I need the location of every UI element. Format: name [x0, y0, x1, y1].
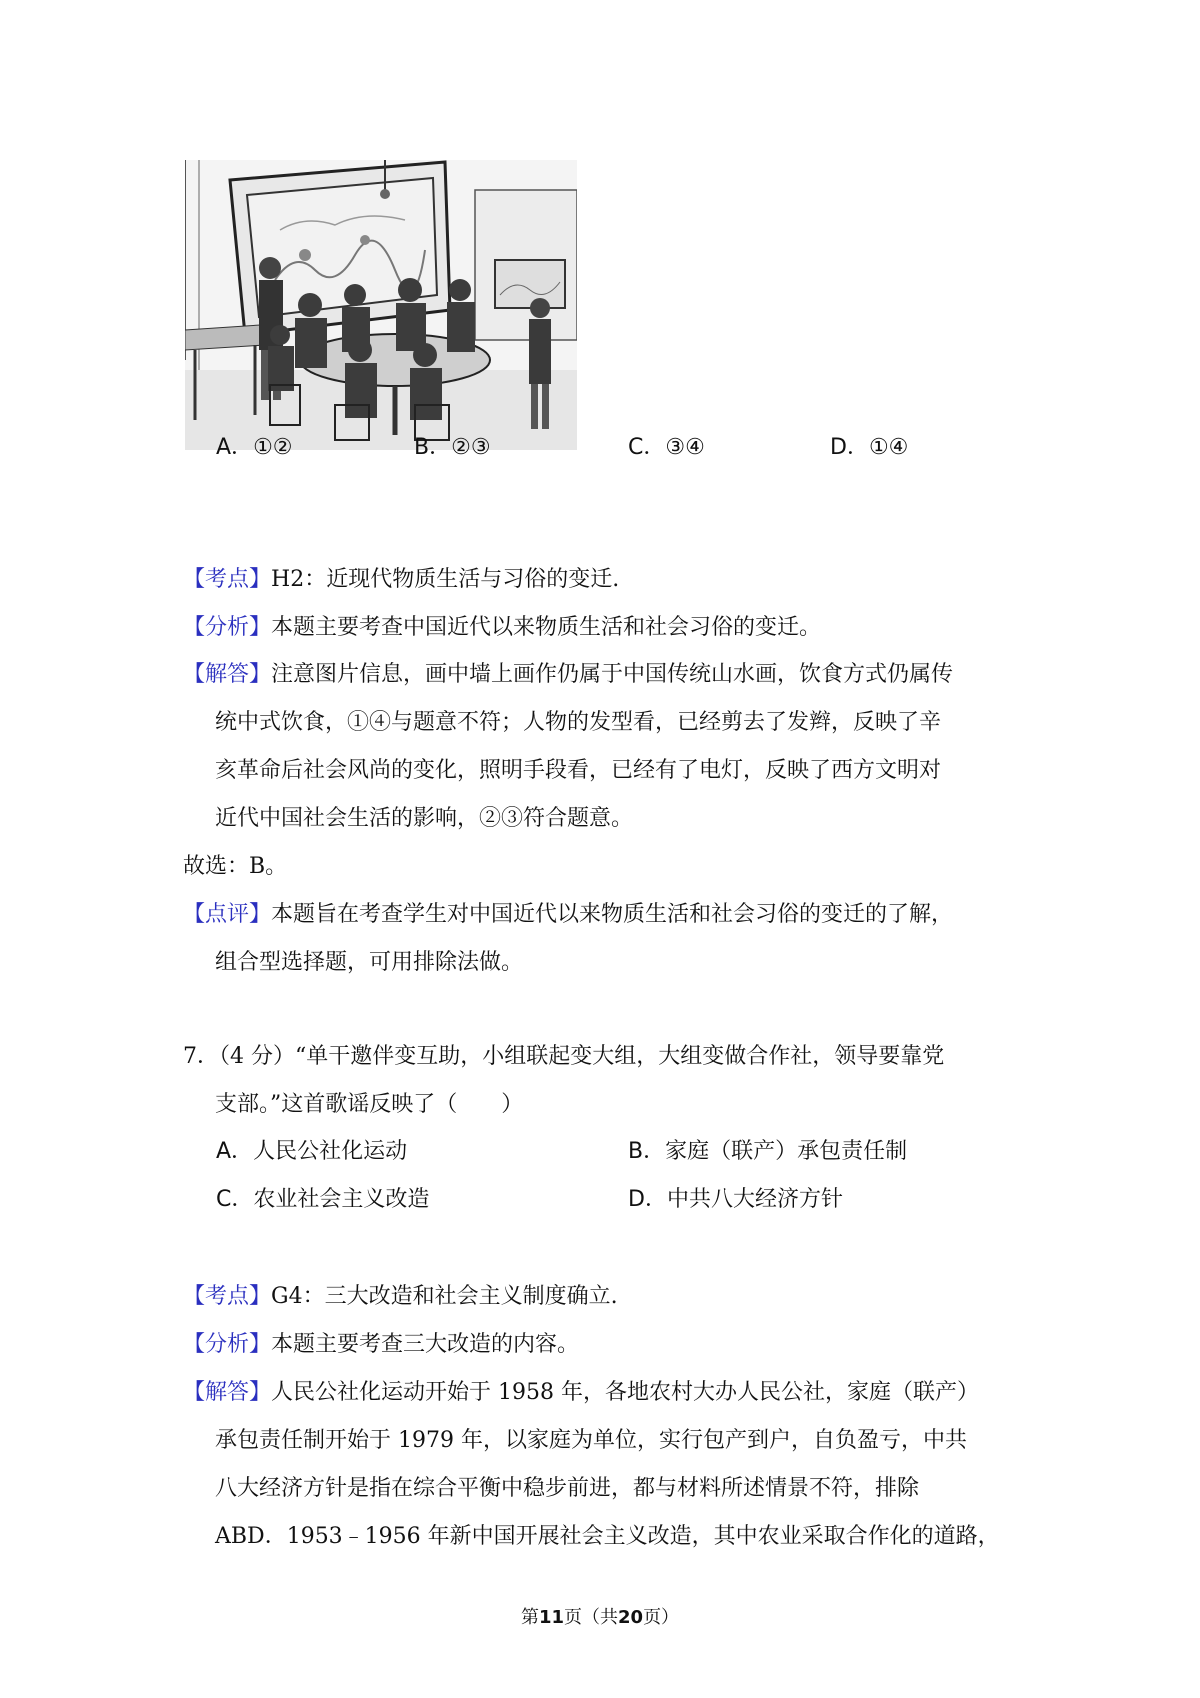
q7-jieda-line-1: 【解答】人民公社化运动开始于 1958 年，各地农村大办人民公社，家庭（联产） — [183, 1380, 979, 1405]
q6-jieda-line-4: 近代中国社会生活的影响，②③符合题意。 — [215, 806, 634, 831]
q6-jieda-line-1: 【解答】注意图片信息，画中墙上画作仍属于中国传统山水画，饮食方式仍属传 — [183, 662, 954, 687]
q7-kaodian: 【考点】G4：三大改造和社会主义制度确立. — [183, 1284, 618, 1309]
q7-option-c: C．农业社会主义改造 — [216, 1187, 430, 1212]
q6-kaodian: 【考点】H2：近现代物质生活与习俗的变迁. — [183, 567, 620, 592]
q6-option-c: C．③④ — [628, 435, 705, 460]
page-number: 11 — [538, 1607, 564, 1628]
page-footer: 第11页（共20页） — [520, 1607, 680, 1628]
q7-jieda-line-4: ABD．1953﹣1956 年新中国开展社会主义改造，其中农业采取合作化的道路， — [215, 1524, 1000, 1549]
q6-option-d: D．①④ — [830, 435, 909, 460]
q6-dianping-line-1: 【点评】本题旨在考查学生对中国近代以来物质生活和社会习俗的变迁的了解， — [183, 902, 954, 927]
q7-option-a: A．人民公社化运动 — [216, 1139, 408, 1164]
q7-option-d: D．中共八大经济方针 — [628, 1187, 843, 1212]
q6-jieda-line-2: 统中式饮食，①④与题意不符；人物的发型看，已经剪去了发辫，反映了辛 — [215, 710, 942, 735]
illustration-figure — [185, 160, 577, 450]
q7-stem-line-1: 7．（4 分）“单干邀伴变互助，小组联起变大组，大组变做合作社，领导要靠党 — [183, 1044, 945, 1069]
q6-dianping-line-2: 组合型选择题，可用排除法做。 — [215, 950, 524, 975]
q6-fenxi: 【分析】本题主要考查中国近代以来物质生活和社会习俗的变迁。 — [183, 615, 822, 640]
q6-answer: 故选：B。 — [183, 854, 288, 879]
page-total: 20 — [618, 1607, 644, 1628]
q6-option-b: B．②③ — [414, 435, 491, 460]
q7-jieda-line-3: 八大经济方针是指在综合平衡中稳步前进，都与材料所述情景不符，排除 — [215, 1476, 920, 1501]
q7-stem-line-2: 支部。”这首歌谣反映了（ ） — [215, 1092, 524, 1117]
q7-option-b: B．家庭（联产）承包责任制 — [628, 1139, 908, 1164]
q6-option-a: A．①② — [216, 435, 293, 460]
q7-jieda-line-2: 承包责任制开始于 1979 年，以家庭为单位，实行包产到户，自负盈亏，中共 — [215, 1428, 967, 1453]
q7-fenxi: 【分析】本题主要考查三大改造的内容。 — [183, 1332, 580, 1357]
q6-jieda-line-3: 亥革命后社会风尚的变化，照明手段看，已经有了电灯，反映了西方文明对 — [215, 758, 942, 783]
